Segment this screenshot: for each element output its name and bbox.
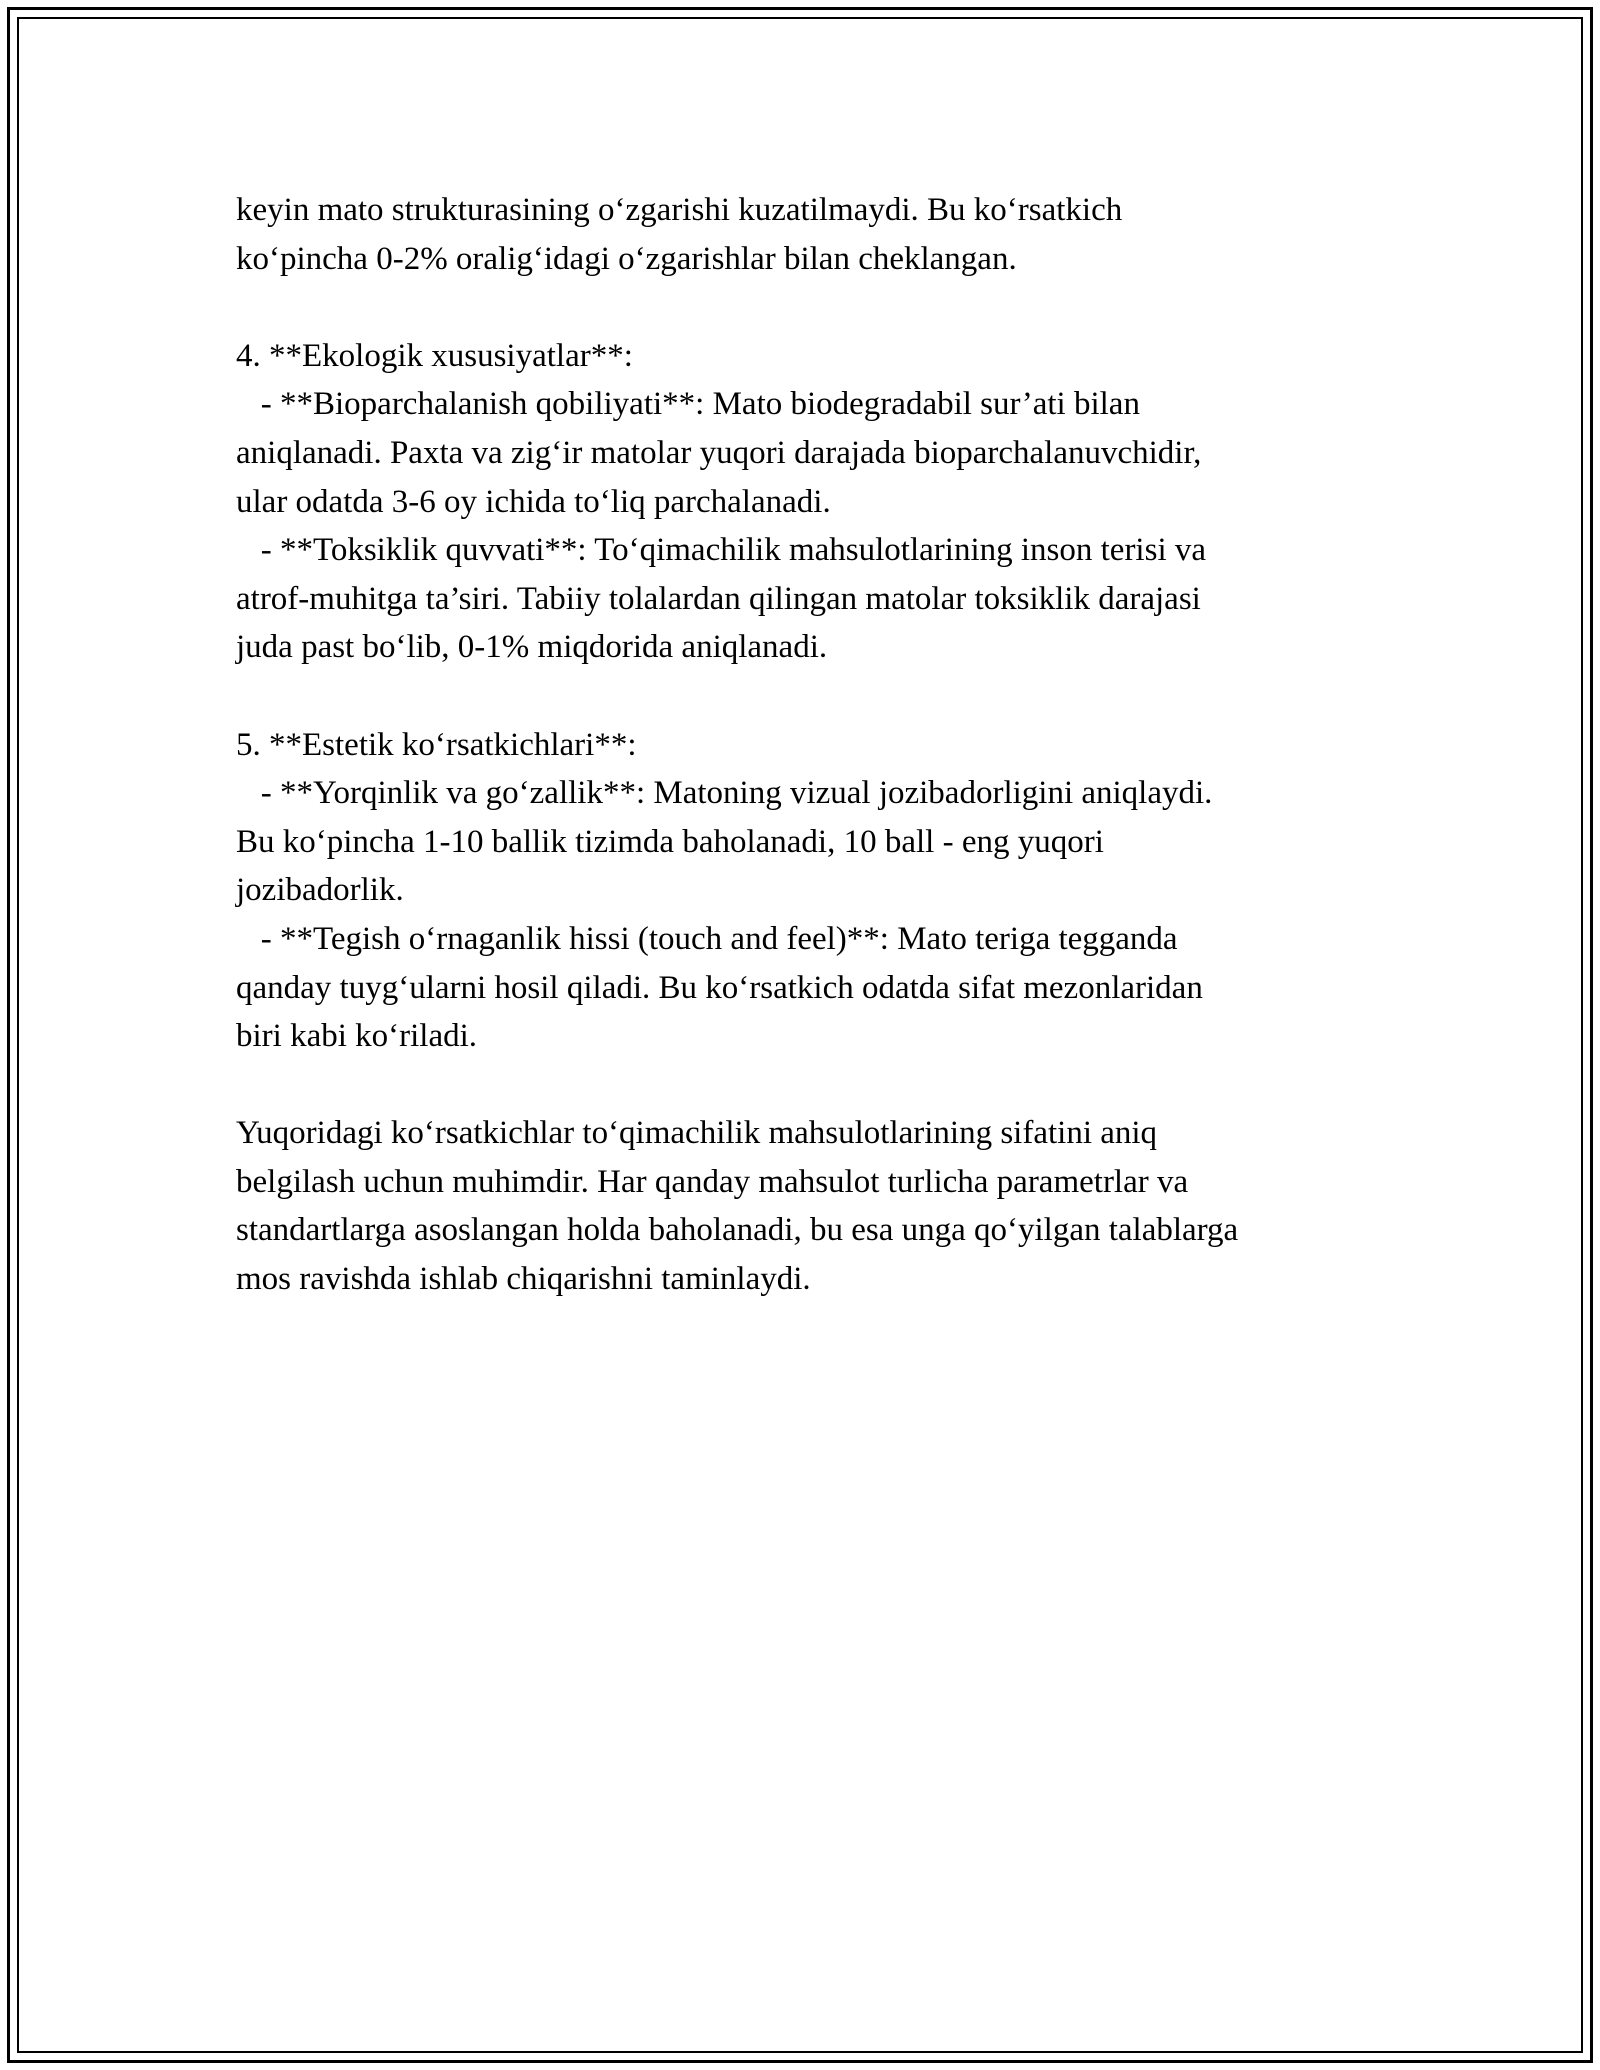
paragraph-aesthetic: [236, 721, 1386, 1061]
text-line: - **Bioparchalanish qobiliyati**: Mato biodegradabil sur’ati bilan: [236, 386, 1140, 423]
text-line: standartlarga asoslangan holda baholanadi, bu esa unga qo‘yilgan talablarga: [236, 1212, 1239, 1249]
text-line: ular odatda 3-6 oy ichida to‘liq parchalanadi.: [236, 483, 831, 520]
text-line: biri kabi ko‘riladi.: [236, 1018, 478, 1055]
text-line: jozibadorlik.: [236, 872, 404, 909]
paragraph-gap: [236, 283, 1386, 332]
text-line: belgilash uchun muhimdir. Har qanday mahsulot turlicha parametrlar va: [236, 1163, 1189, 1200]
text-line: juda past bo‘lib, 0-1% miqdorida aniqlanadi.: [236, 629, 828, 666]
text-line: - **Toksiklik quvvati**: To‘qimachilik mahsulotlarining inson terisi va: [236, 532, 1207, 569]
text-line: qanday tuyg‘ularni hosil qiladi. Bu ko‘rsatkich odatda sifat mezonlaridan: [236, 969, 1203, 1006]
section-heading: 4. **Ekologik xususiyatlar**:: [236, 337, 633, 374]
text-line: aniqlanadi. Paxta va zig‘ir matolar yuqori darajada bioparchalanuvchidir,: [236, 434, 1202, 471]
text-line: ko‘pincha 0-2% oralig‘idagi o‘zgarishlar bilan cheklangan.: [236, 240, 1017, 277]
text-line: keyin mato strukturasining o‘zgarishi kuzatilmaydi. Bu ko‘rsatkich: [236, 192, 1123, 228]
section-heading: 5. **Estetik ko‘rsatkichlari**:: [236, 726, 637, 763]
text-line: - **Yorqinlik va go‘zallik**: Matoning vizual jozibadorligini aniqlaydi.: [236, 775, 1213, 812]
paragraph-conclusion: [236, 1109, 1386, 1303]
paragraph-gap: [236, 672, 1386, 721]
text-line: Yuqoridagi ko‘rsatkichlar to‘qimachilik mahsulotlarining sifatini aniq: [236, 1115, 1158, 1152]
text-line: - **Tegish o‘rnaganlik hissi (touch and feel)**: Mato teriga tegganda: [236, 920, 1178, 957]
text-line: atrof-muhitga ta’siri. Tabiiy tolalardan qilingan matolar toksiklik darajasi: [236, 580, 1201, 617]
paragraph-intro-tail: [236, 186, 1386, 283]
text-line: Bu ko‘pincha 1-10 ballik tizimda baholanadi, 10 ball - eng yuqori: [236, 823, 1104, 860]
paragraph-ecological: [236, 332, 1386, 672]
paragraph-gap: [236, 1061, 1386, 1110]
document-body: [236, 186, 1386, 1304]
text-line: mos ravishda ishlab chiqarishni taminlaydi.: [236, 1261, 811, 1298]
